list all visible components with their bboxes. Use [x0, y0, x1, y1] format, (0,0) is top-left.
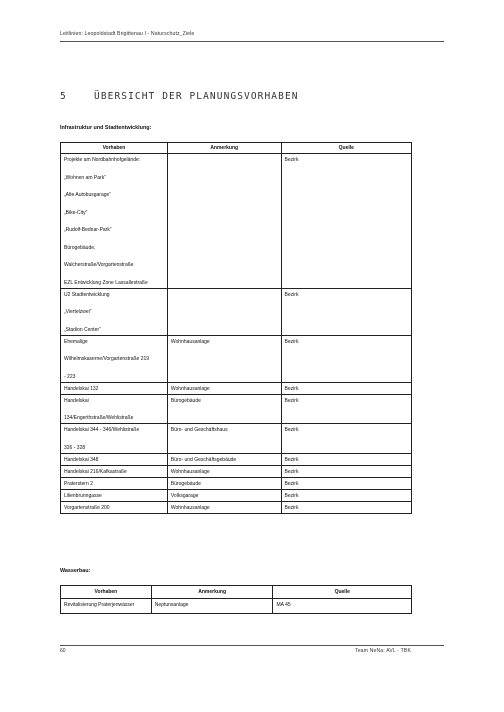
table-row: [61, 335, 412, 382]
vorhaben-line: 134/Engerthstraße/Wehlistraße: [64, 415, 134, 421]
vorhaben-line: 326 - 328: [64, 444, 86, 451]
cell-anmerkung: Büro- und Geschäftsgebäude: [167, 453, 281, 465]
column-header-quelle: Quelle: [273, 586, 412, 599]
cell-anmerkung: Neptunsanlage: [151, 599, 273, 614]
cell-anmerkung: Wohnhausanlage: [167, 501, 281, 513]
cell-vorhaben: [61, 489, 168, 501]
cell-quelle: Bezirk: [281, 424, 411, 454]
cell-vorhaben: [61, 453, 168, 465]
vorhaben-line: „Alte Autobusgarage“: [64, 192, 111, 198]
table-row: [61, 489, 412, 501]
header-divider: [60, 41, 444, 42]
cell-quelle: Bezirk: [281, 382, 411, 394]
vorhaben-line: Handelskai 348: [64, 456, 99, 463]
table-row: [61, 599, 412, 614]
cell-vorhaben: [61, 288, 168, 335]
vorhaben-line: Handelskai: [64, 397, 89, 404]
cell-quelle: Bezirk: [281, 453, 411, 465]
vorhaben-line: Vorgartenstraße 200: [64, 504, 110, 511]
section-title-text: ÜBERSICHT DER PLANUNGSVORHABEN: [94, 91, 299, 102]
cell-anmerkung: Bürogebäude: [167, 394, 281, 424]
wasserbau-heading: Wasserbau:: [60, 568, 91, 574]
cell-quelle: Bezirk: [281, 154, 411, 289]
column-header-quelle: Quelle: [281, 143, 411, 154]
cell-vorhaben: [61, 465, 168, 477]
cell-quelle: Bezirk: [281, 477, 411, 489]
cell-anmerkung: Büro- und Geschäftshaus: [167, 424, 281, 454]
vorhaben-line: „Rudolf-Bednar-Park“: [64, 227, 112, 233]
cell-vorhaben: [61, 424, 168, 454]
vorhaben-line: „Bike-City“: [64, 209, 88, 216]
cell-vorhaben: [61, 382, 168, 394]
section-heading: [60, 91, 299, 102]
table-row: [61, 501, 412, 513]
cell-anmerkung: Volksgarage: [167, 489, 281, 501]
page-number: 60: [60, 648, 66, 654]
cell-quelle: Bezirk: [281, 288, 411, 335]
cell-anmerkung: Bürogebäude: [167, 477, 281, 489]
vorhaben-line: Bürogebäude,: [64, 244, 96, 251]
cell-vorhaben: Revitalisierung Praterjenwässer: [61, 599, 152, 614]
running-header: Leitlinien: Leopoldstadt Brigittenau I - Naturschutz_Ziele: [60, 31, 195, 37]
cell-anmerkung: Wohnhausanlage: [167, 335, 281, 382]
vorhaben-line: Praterstern 2: [64, 480, 93, 487]
vorhaben-line: Handelskai 216/Kafkastraße: [64, 468, 127, 475]
table-row: [61, 154, 412, 289]
vorhaben-line: EZL Entwicklung Zone Lassallestraße: [64, 279, 148, 286]
infrastructure-heading: Infrastruktur und Stadtentwicklung:: [60, 125, 152, 131]
infrastructure-table: [60, 142, 412, 514]
column-header-anmerkung: Anmerkung: [151, 586, 273, 599]
vorhaben-line: Projekte am Nordbahnhofgelände:: [64, 157, 141, 163]
vorhaben-line: Handelskai 132: [64, 385, 99, 392]
table-row: [61, 288, 412, 335]
cell-vorhaben: [61, 501, 168, 513]
section-number: 5: [60, 91, 67, 102]
footer-team: Team NeNa: AVL - TBK: [355, 648, 411, 654]
column-header-vorhaben: Vorhaben: [61, 586, 152, 599]
vorhaben-line: Wilhelmskaserne/Vorgartenstraße 219: [64, 356, 150, 362]
table-header-row: [61, 143, 412, 154]
table-row: [61, 382, 412, 394]
table-row: [61, 424, 412, 454]
vorhaben-line: Handelskai 344 - 346/Wehlistraße: [64, 427, 140, 433]
cell-quelle: Bezirk: [281, 335, 411, 382]
vorhaben-line: „Stadion Center“: [64, 326, 101, 333]
cell-quelle: Bezirk: [281, 465, 411, 477]
cell-anmerkung: [167, 288, 281, 335]
cell-anmerkung: Wohnhausanlage: [167, 382, 281, 394]
vorhaben-line: Ehemalige: [64, 338, 88, 345]
cell-vorhaben: [61, 477, 168, 489]
cell-quelle: Bezirk: [281, 489, 411, 501]
column-header-anmerkung: Anmerkung: [167, 143, 281, 154]
cell-anmerkung: [167, 154, 281, 289]
cell-quelle: MA 45: [273, 599, 412, 614]
cell-quelle: Bezirk: [281, 501, 411, 513]
wasserbau-table: [60, 585, 412, 614]
vorhaben-line: Walcherstraße/Vorgartenstraße: [64, 262, 134, 268]
table-row: [61, 465, 412, 477]
vorhaben-line: - 223: [64, 373, 76, 380]
table-row: [61, 394, 412, 424]
vorhaben-line: „Wohnen am Park“: [64, 174, 106, 181]
cell-vorhaben: [61, 154, 168, 289]
column-header-vorhaben: Vorhaben: [61, 143, 168, 154]
cell-quelle: Bezirk: [281, 394, 411, 424]
footer-divider: [60, 645, 444, 646]
table-header-row: [61, 586, 412, 599]
cell-anmerkung: Wohnhausanlage: [167, 465, 281, 477]
table-row: [61, 453, 412, 465]
cell-vorhaben: [61, 335, 168, 382]
vorhaben-line: „Viertelzwei“: [64, 309, 92, 315]
cell-vorhaben: [61, 394, 168, 424]
vorhaben-line: Lilienbrunngasse: [64, 492, 102, 499]
vorhaben-line: U2 Stadtentwicklung: [64, 291, 110, 298]
table-row: [61, 477, 412, 489]
